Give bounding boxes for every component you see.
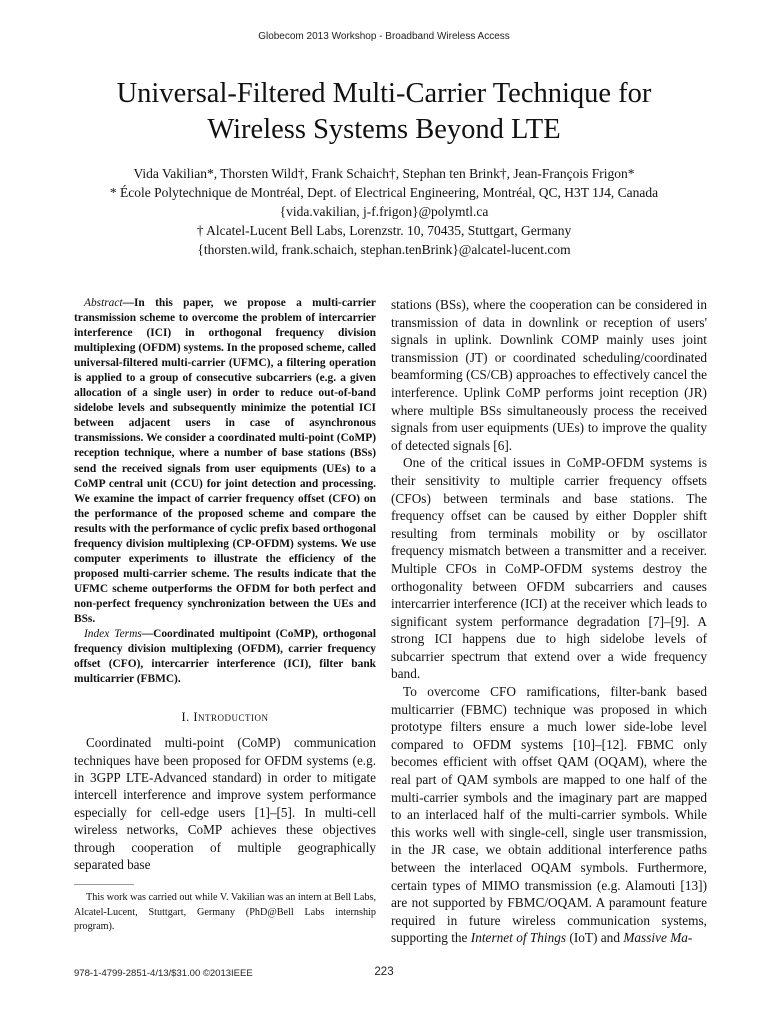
affiliation-2-email: {thorsten.wild, frank.schaich, stephan.tenBrink}@alcatel-lucent.com (197, 242, 571, 257)
authors-line: Vida Vakilian*, Thorsten Wild†, Frank Schaich†, Stephan ten Brink†, Jean-François Frigon* (133, 166, 635, 181)
right-column (391, 296, 707, 947)
author-block (20, 164, 748, 259)
right-paragraph-3 (391, 683, 707, 947)
abstract-lead: Abstract (84, 297, 123, 309)
affiliation-1-email: {vida.vakilian, j-f.frigon}@polymtl.ca (279, 204, 489, 219)
left-column (74, 296, 376, 874)
section-heading-introduction: I. Introduction (181, 710, 269, 725)
abstract-text: —In this paper, we propose a multi-carrier transmission scheme to overcome the problem of intercarrier interference (ICI) in orthogonal frequency division multiplexing (OFDM) systems. In the proposed scheme, called universal-filtered multi-carrier (UFMC), a filtering operation is applied to a group of consecutive subcarriers (e.g. a given allocation of a single user) in order to reduce out-of-band sidelobe levels and subsequently minimize the potential ICI between adjacent users in case of asynchronous transmissions. We consider a coordinated multi-point (CoMP) reception technique, where a number of base stations (BSs) send the received signals from user equipments (UEs) to a CoMP central unit (CCU) for joint detection and processing. We examine the impact of carrier frequency offset (CFO) on the performance of the proposed scheme and compare the results with the performance of cyclic prefix based orthogonal frequency division multiplexing (CP-OFDM) systems. We use computer experiments to illustrate the efficiency of the proposed multi-carrier scheme. The results indicate that the UFMC scheme outperforms the OFDM for both perfect and non-perfect frequency synchronization between the UEs and BSs. (74, 297, 376, 625)
footer-isbn: 978-1-4799-2851-4/13/$31.00 ©2013IEEE (74, 968, 253, 979)
running-header: Globecom 2013 Workshop - Broadband Wireless Access (258, 31, 510, 42)
right-paragraph-1: stations (BSs), where the cooperation can be considered in transmission of data in downlink or reception of users' signals in uplink. Downlink COMP mainly uses joint transmission (JT) or coordinated scheduling/coordinated beamforming (CS/CB) approaches to effectively cancel the interference. Uplink CoMP performs joint reception (JR) where multiple BSs simultaneously process the received signals from user equipments (UEs) to improve the quality of detected signals [6]. (391, 297, 707, 453)
paper-title-line-2: Wireless Systems Beyond LTE (207, 114, 561, 145)
footnote-rule (74, 884, 134, 885)
page-number: 223 (374, 966, 394, 978)
right-paragraph-2: One of the critical issues in CoMP-OFDM systems is their sensitivity to multiple carrier frequency offsets (CFOs) between terminals and base stations. The frequency offset can be caused by either Doppler shift resulting from terminals mobility or by oscillator frequency mismatch between a transmitter and a receiver. Multiple CFOs in CoMP-OFDM systems destroy the orthogonality between OFDM subcarriers and causes intercarrier interference (ICI) at the receiver which leads to significant system performance degradation [7]–[9]. A strong ICI happens due to high sidelobe levels of subcarrier spectrum that extend over a wide frequency band. (391, 455, 707, 682)
paper-title (40, 76, 728, 148)
index-terms-lead: Index Terms (84, 628, 142, 641)
index-terms (74, 627, 376, 687)
index-terms-text: —Coordinated multipoint (CoMP), orthogonal frequency division multiplexing (OFDM), carrier frequency offset (CFO), intercarrier interference (ICI), filter bank multicarrier (FBMC). (74, 628, 376, 686)
paper-title-line-1: Universal-Filtered Multi-Carrier Technique for (116, 78, 652, 109)
intro-paragraph-1: Coordinated multi-point (CoMP) communication techniques have been proposed for OFDM systems (e.g. in 3GPP LTE-Advanced standard) in order to mitigate intercell interference and improve system performance especially for cell-edge users [1]–[5]. In multi-cell wireless networks, CoMP achieves these objectives through cooperation of multiple geographically separated base (74, 735, 376, 873)
iot-term: Internet of Things (470, 930, 567, 946)
affiliation-1: * École Polytechnique de Montréal, Dept. of Electrical Engineering, Montréal, QC, H3T 1J4, Canada (109, 185, 659, 200)
affiliation-2: † Alcatel-Lucent Bell Labs, Lorenzstr. 10, 70435, Stuttgart, Germany (196, 223, 572, 238)
iot-abbrev: (IoT) and (566, 930, 624, 946)
abstract (74, 296, 376, 627)
right-paragraph-3-text: To overcome CFO ramifications, filter-bank based multicarrier (FBMC) technique was proposed in which prototype filters ensure a much lower side-lobe level compared to OFDM systems [10]–[12]. FBMC only becomes efficient with offset QAM (OQAM), where the real part of QAM symbols are mapped to one half of the multi-carrier symbols and the imaginary part are mapped to an interlaced half of the multi-carrier symbols. While this works well with single-cell, single user transmission, in the JR case, we obtain additional interference paths between the interlaced OQAM symbols. Furthermore, certain types of MIMO transmission (e.g. Alamouti [13]) are not supported by FBMC/OQAM. A paramount feature required in future wireless communication systems, supporting the (391, 684, 707, 946)
massive-term: Massive Ma- (623, 930, 693, 946)
footnote: This work was carried out while V. Vakilian was an intern at Bell Labs, Alcatel-Lucent, Stuttgart, Germany (PhD@Bell Labs internship program). (74, 892, 376, 932)
